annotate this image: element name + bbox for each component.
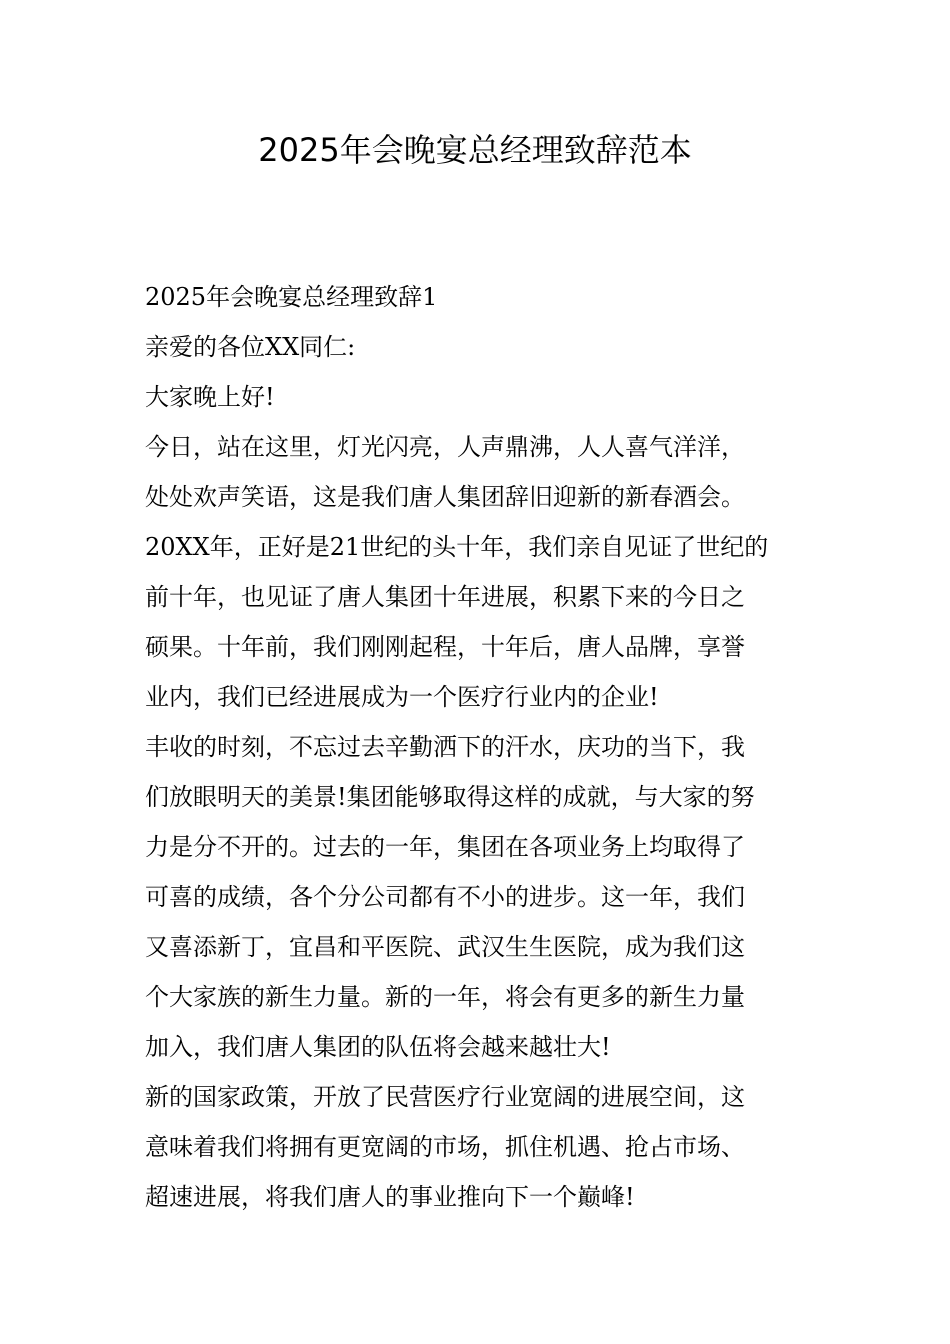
document-body [145, 272, 835, 1222]
body-line: 前十年，也见证了唐人集团十年进展，积累下来的今日之 [145, 583, 745, 611]
body-line: 硕果。十年前，我们刚刚起程，十年后，唐人品牌，享誉 [145, 633, 745, 661]
body-line: 大家晚上好! [145, 383, 275, 411]
body-line: 加入，我们唐人集团的队伍将会越来越壮大! [145, 1033, 611, 1061]
body-line: 可喜的成绩，各个分公司都有不小的进步。这一年，我们 [145, 883, 745, 911]
body-line: 又喜添新丁，宜昌和平医院、武汉生生医院，成为我们这 [145, 933, 745, 961]
body-line: 2025年会晚宴总经理致辞1 [145, 283, 438, 311]
body-line: 们放眼明天的美景!集团能够取得这样的成就，与大家的努 [145, 783, 755, 811]
body-line: 新的国家政策，开放了民营医疗行业宽阔的进展空间，这 [145, 1083, 745, 1111]
body-line: 力是分不开的。过去的一年，集团在各项业务上均取得了 [145, 833, 745, 861]
body-line: 今日，站在这里，灯光闪亮，人声鼎沸，人人喜气洋洋， [145, 433, 745, 461]
body-line: 超速进展，将我们唐人的事业推向下一个巅峰! [145, 1183, 635, 1211]
body-line: 意味着我们将拥有更宽阔的市场，抓住机遇、抢占市场、 [145, 1133, 745, 1161]
body-line: 处处欢声笑语，这是我们唐人集团辞旧迎新的新春酒会。 [145, 483, 745, 511]
body-line: 业内，我们已经进展成为一个医疗行业内的企业! [145, 683, 659, 711]
document-title: 2025年会晚宴总经理致辞范本 [258, 131, 692, 169]
body-line: 个大家族的新生力量。新的一年，将会有更多的新生力量 [145, 983, 745, 1011]
body-line: 亲爱的各位XX同仁: [145, 333, 356, 361]
body-line: 丰收的时刻，不忘过去辛勤洒下的汗水，庆功的当下，我 [145, 733, 745, 761]
body-line: 20XX年，正好是21世纪的头十年，我们亲自见证了世纪的 [145, 533, 769, 561]
